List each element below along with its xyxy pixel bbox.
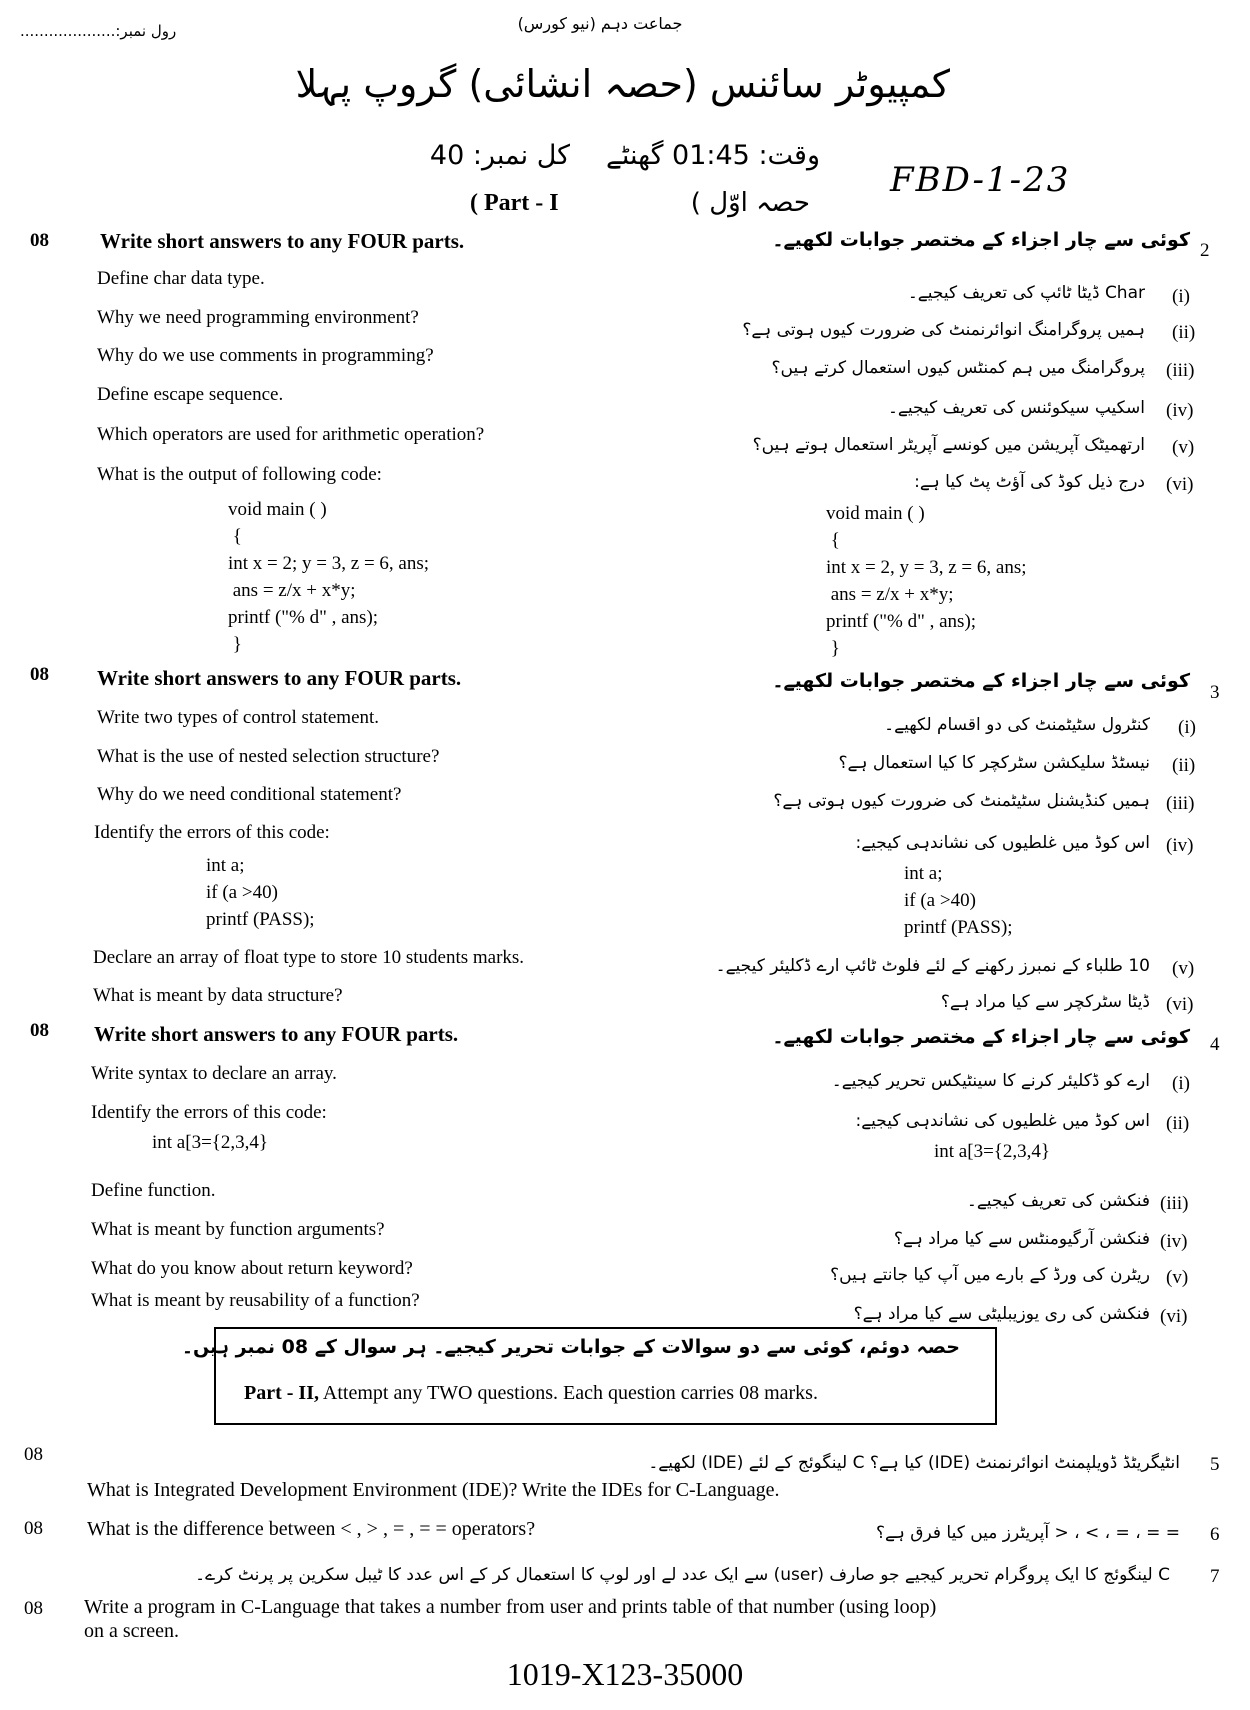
part-one-label: ( Part - I [470, 190, 559, 216]
question-item-ur: اس کوڈ میں غلطیوں کی نشاندہی کیجیے: [855, 833, 1150, 853]
roman-numeral: (vi) [1166, 994, 1194, 1015]
part-two-instruction: Attempt any TWO questions. Each question carries 08 marks. [322, 1382, 818, 1404]
question-item-en: Which operators are used for arithmetic operation? [97, 424, 485, 445]
time-label: وقت: 01:45 گھنٹے [606, 140, 820, 171]
question-item-ur: ہمیں کنڈیشنل سٹیٹمنٹ کی ضرورت کیوں ہوتی ہے؟ [773, 791, 1150, 811]
section-marks: 08 [30, 664, 49, 685]
question-item-ur: فنکشن کی ری یوزیبلیٹی سے کیا مراد ہے؟ [853, 1304, 1150, 1324]
long-question-ur: C لینگوئج کا ایک پروگرام تحریر کیجیے جو صارف (user) سے ایک عدد لے اور لوپ کا استعمال کر کے اس عدد کا ٹیبل سکرین پر پرنٹ کرے۔ [195, 1565, 1170, 1585]
paper-code-footer: 1019-X123-35000 [506, 1656, 744, 1692]
roman-numeral: (iii) [1166, 793, 1195, 814]
question-number: 3 [1210, 682, 1220, 703]
question-item-en: Why do we use comments in programming? [97, 345, 434, 366]
long-question-en: Write a program in C-Language that takes a number from user and prints table of that number (using loop) [84, 1596, 937, 1618]
part-two-heading-ur: حصہ دوئم، کوئی سے دو سوالات کے جوابات تحریر کیجیے۔ ہر سوال کے 08 نمبر ہیں۔ [181, 1336, 960, 1358]
roman-numeral: (iv) [1160, 1231, 1188, 1252]
code-snippet-ur: int a; if (a >40) printf (PASS); [904, 863, 1013, 938]
question-item-ur: فنکشن آرگیومنٹس سے کیا مراد ہے؟ [893, 1229, 1150, 1249]
roman-numeral: (ii) [1172, 322, 1196, 343]
handwritten-paper-code: FBD-1-23 [890, 160, 1071, 200]
question-item-en: Define function. [91, 1180, 216, 1201]
question-item-en: Write syntax to declare an array. [91, 1063, 337, 1084]
roman-numeral: (ii) [1172, 755, 1196, 776]
section-heading-en: Write short answers to any FOUR parts. [100, 229, 465, 253]
section-heading-en: Write short answers to any FOUR parts. [97, 666, 462, 690]
section-marks: 08 [30, 1020, 49, 1041]
question-item-ur: ہمیں پروگرامنگ انوائرنمنٹ کی ضرورت کیوں ہوتی ہے؟ [742, 320, 1145, 340]
question-number: 4 [1210, 1034, 1220, 1055]
class-label: جماعت دہم (نیو کورس) [517, 14, 683, 33]
roman-numeral: (v) [1166, 1267, 1189, 1288]
question-item-en: Identify the errors of this code: [91, 1102, 327, 1123]
code-snippet-ur: int a[3={2,3,4} [934, 1141, 1051, 1162]
question-item-en: Declare an array of float type to store 10 students marks. [93, 947, 525, 968]
long-question-en: What is Integrated Development Environment (IDE)? Write the IDEs for C-Language. [87, 1479, 780, 1501]
question-item-en: Identify the errors of this code: [94, 822, 330, 843]
question-item-en: Define escape sequence. [97, 384, 284, 405]
roman-numeral: (v) [1172, 437, 1195, 458]
question-item-en: What do you know about return keyword? [91, 1258, 413, 1279]
total-marks-label: کل نمبر: 40 [429, 140, 570, 171]
section-marks: 08 [30, 230, 49, 251]
code-snippet-en: void main ( ) { int x = 2; y = 3, z = 6, ans; ans = z/x + x*y; printf ("% d" , ans); } [228, 499, 430, 655]
paper-title: کمپیوٹر سائنس (حصہ انشائی) گروپ پہلا [295, 62, 950, 106]
part-two-heading-en [244, 1382, 818, 1405]
roman-numeral: (iv) [1166, 835, 1194, 856]
question-number: 6 [1210, 1524, 1220, 1545]
roman-numeral: (v) [1172, 958, 1195, 979]
question-marks: 08 [24, 1444, 43, 1465]
code-snippet-en: int a; if (a >40) printf (PASS); [206, 855, 315, 930]
roman-numeral: (i) [1172, 1073, 1190, 1094]
question-item-en: What is meant by reusability of a function? [91, 1290, 420, 1311]
roman-numeral: (i) [1172, 286, 1190, 307]
question-number: 2 [1200, 240, 1210, 261]
roman-numeral: (iv) [1166, 400, 1194, 421]
question-item-ur: ڈیٹا سٹرکچر سے کیا مراد ہے؟ [940, 992, 1150, 1012]
question-item-ur: ارے کو ڈکلیئر کرنے کا سینٹیکس تحریر کیجیے۔ [831, 1071, 1150, 1091]
question-marks: 08 [24, 1518, 43, 1539]
question-item-en: Why do we need conditional statement? [97, 784, 402, 805]
question-item-en: Why we need programming environment? [97, 307, 419, 328]
code-snippet-en: int a[3={2,3,4} [152, 1132, 269, 1153]
question-item-ur: کنٹرول سٹیٹمنٹ کی دو اقسام لکھیے۔ [884, 715, 1150, 735]
question-item-en: Write two types of control statement. [97, 707, 380, 728]
long-question-ur: انٹیگریٹڈ ڈویلپمنٹ انوائرنمنٹ (IDE) کیا ہے؟ C لینگوئج کے لئے (IDE) لکھیے۔ [648, 1453, 1180, 1473]
roll-number-label: رول نمبر:.................... [20, 22, 177, 40]
question-item-en: What is the output of following code: [97, 464, 382, 485]
question-item-ur: اس کوڈ میں غلطیوں کی نشاندہی کیجیے: [855, 1111, 1150, 1131]
question-item-ur: 10 طلباء کے نمبرز رکھنے کے لئے فلوٹ ٹائپ ارے ڈکلیئر کیجیے۔ [715, 956, 1150, 976]
question-item-en: What is the use of nested selection structure? [97, 746, 440, 767]
roman-numeral: (iii) [1160, 1193, 1189, 1214]
question-number: 7 [1210, 1566, 1220, 1587]
question-item-en: Define char data type. [97, 268, 265, 289]
roman-numeral: (vi) [1166, 474, 1194, 495]
question-item-en: What is meant by function arguments? [91, 1219, 385, 1240]
question-item-ur: پروگرامنگ میں ہم کمنٹس کیوں استعمال کرتے ہیں؟ [771, 358, 1145, 378]
roman-numeral: (ii) [1166, 1113, 1190, 1134]
roman-numeral: (i) [1178, 717, 1196, 738]
section-heading-en: Write short answers to any FOUR parts. [94, 1022, 459, 1046]
long-question-en: What is the difference between < , > , = , = = operators? [87, 1518, 536, 1540]
question-item-en: What is meant by data structure? [93, 985, 343, 1006]
question-item-ur: فنکشن کی تعریف کیجیے۔ [966, 1191, 1150, 1211]
question-marks: 08 [24, 1598, 43, 1619]
part-one-urdu: حصہ اوّل ) [690, 188, 810, 218]
question-number: 5 [1210, 1454, 1220, 1475]
long-question-en-continued: on a screen. [84, 1620, 179, 1642]
long-question-ur: = = ، = ، > ، < آپریٹرز میں کیا فرق ہے؟ [875, 1523, 1180, 1543]
part-two-label: Part - II, [244, 1382, 319, 1404]
section-heading-ur: کوئی سے چار اجزاء کے مختصر جوابات لکھیے۔ [772, 1026, 1190, 1048]
question-item-ur: اسکیپ سیکوئنس کی تعریف کیجیے۔ [887, 398, 1145, 418]
question-item-ur: نیسٹڈ سلیکشن سٹرکچر کا کیا استعمال ہے؟ [838, 753, 1150, 773]
question-item-ur: ریٹرن کی ورڈ کے بارے میں آپ کیا جانتے ہیں؟ [830, 1265, 1150, 1285]
question-item-ur: درج ذیل کوڈ کی آؤٹ پٹ کیا ہے: [914, 472, 1145, 492]
question-item-ur: Char ڈیٹا ٹائپ کی تعریف کیجیے۔ [907, 283, 1145, 303]
code-snippet-ur: void main ( ) { int x = 2, y = 3, z = 6, ans; ans = z/x + x*y; printf ("% d" , ans); } [826, 503, 1027, 659]
roman-numeral: (iii) [1166, 360, 1195, 381]
section-heading-ur: کوئی سے چار اجزاء کے مختصر جوابات لکھیے۔ [772, 670, 1190, 692]
question-item-ur: ارتھمیٹک آپریشن میں کونسے آپریٹر استعمال ہوتے ہیں؟ [752, 435, 1145, 455]
roman-numeral: (vi) [1160, 1306, 1188, 1327]
section-heading-ur: کوئی سے چار اجزاء کے مختصر جوابات لکھیے۔ [772, 229, 1190, 251]
